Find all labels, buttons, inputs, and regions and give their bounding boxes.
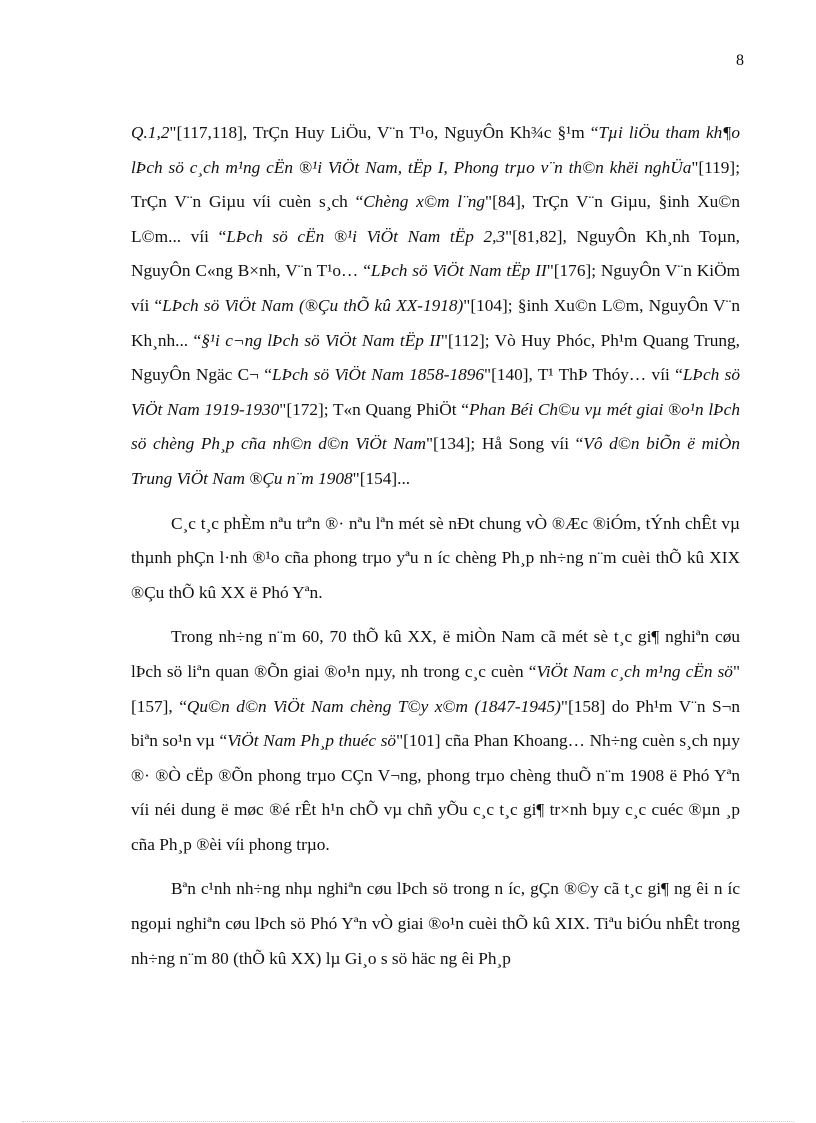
paragraph bbox=[131, 507, 740, 611]
paragraph bbox=[131, 116, 740, 497]
citation-title: Qu©n d©n ViÖt Nam chèng T©y x©m (1847-1945) bbox=[186, 696, 561, 716]
text-run: "[117,118], TrÇn Huy LiÖu, V¨n T¹o, NguyÔn Kh¾c §¹m “ bbox=[169, 123, 599, 142]
text-run: "[81,82], NguyÔn Kh¸nh Toµn, NguyÔn C«ng B×nh, V¨n T¹o… “ bbox=[131, 226, 740, 281]
citation-title: Tµi liÖu tham kh¶o lÞch sö c¸ch m¹ng cËn ®¹i ViÖt Nam, tËp I, Phong trµo v¨n th©n khëi nghÜa bbox=[131, 123, 740, 177]
citation-title: LÞch sö cËn ®¹i ViÖt Nam tËp 2,3 bbox=[226, 226, 506, 246]
text-run: "[112]; Vò Huy Phóc, Ph¹m Quang Trung, NguyÔn Ngäc C¬ “ bbox=[131, 330, 740, 385]
citation-title: Q.1,2 bbox=[131, 123, 170, 142]
citation-title: ViÖt Nam Ph¸p thuéc sö bbox=[227, 731, 397, 751]
text-run: "[104]; §inh Xu©n L©m, NguyÔn V¨n Kh¸nh... “ bbox=[131, 295, 740, 350]
page-number: 8 bbox=[736, 52, 744, 69]
paragraph bbox=[131, 872, 740, 976]
citation-title: LÞch sö ViÖt Nam 1858-1896 bbox=[271, 365, 485, 385]
citation-title: Phan Béi Ch©u vµ mét giai ®o¹n lÞch sö chèng Ph¸p cña nh©n d©n ViÖt Nam bbox=[131, 399, 740, 454]
text-run: C¸c t¸c phÈm nªu trªn ®· nªu lªn mét sè nÐt chung vÒ ®Æc ®iÓm, tÝnh chÊt vµ thµnh phÇn l·nh ®¹o cña phong trµo yªu n íc chèng Ph¸p nh÷ng n¨m cuèi thÕ kû XIX ®Çu thÕ kû XX ë Phó Yªn. bbox=[131, 513, 740, 602]
text-run: Trong nh÷ng n¨m 60, 70 thÕ kû XX, ë miÒn Nam cã mét sè t¸c gi¶ nghiªn cøu lÞch sö liªn quan ®Õn giai ®o¹n nµy, nh trong c¸c cuèn “ bbox=[131, 627, 740, 681]
text-run: "[154]... bbox=[352, 468, 411, 488]
text-run: "[140], T¹ ThÞ Thóy… víi “ bbox=[484, 365, 683, 385]
document-body bbox=[131, 116, 740, 976]
text-run: "[101] cña Phan Khoang… Nh÷ng cuèn s¸ch nµy ®· ®Ò cËp ®Õn phong trµo CÇn V¬ng, phong trµo chèng thuÕ n¨m 1908 ë Phó Yªn víi néi dung ë møc ®é rÊt h¹n chÕ vµ chñ yÕu c¸c t¸c gi¶ tr×nh bµy c¸c cuéc ®µn ¸p cña Ph¸p ®èi víi phong trµo. bbox=[131, 731, 740, 854]
text-run: "[157], “ bbox=[131, 661, 740, 716]
citation-title: Vô d©n biÕn ë miÒn Trung ViÖt Nam ®Çu n¨m 1908 bbox=[131, 434, 740, 488]
text-run: Bªn c¹nh nh÷ng nhµ nghiªn cøu lÞch sö trong n íc, gÇn ®©y cã t¸c gi¶ ng êi n íc ngoµi nghiªn cøu lÞch sö Phó Yªn vÒ giai ®o¹n cuèi thÕ kû XIX. Tiªu biÓu nhÊt trong nh÷ng n¨m 80 (thÕ kû XX) lµ Gi¸o s sö häc ng êi Ph¸p bbox=[131, 879, 740, 968]
citation-title: ViÖt Nam c¸ch m¹ng cËn sö bbox=[536, 661, 733, 681]
citation-title: LÞch sö ViÖt Nam tËp II bbox=[370, 261, 547, 281]
text-run: "[176]; NguyÔn V¨n KiÖm víi “ bbox=[131, 261, 740, 315]
text-run: "[134]; Hå Song víi “ bbox=[425, 434, 584, 454]
page-bottom-divider bbox=[22, 1121, 794, 1122]
text-run: "[119]; TrÇn V¨n Giµu víi cuèn s¸ch “ bbox=[131, 157, 740, 212]
text-run: "[158] do Ph¹m V¨n S¬n biªn so¹n vµ “ bbox=[131, 696, 740, 751]
citation-title: §¹i c¬ng lÞch sö ViÖt Nam tËp II bbox=[201, 330, 441, 350]
text-run: "[172]; T«n Quang PhiÖt “ bbox=[279, 399, 469, 419]
text-run: "[84], TrÇn V¨n Giµu, §inh Xu©n L©m... víi “ bbox=[131, 192, 740, 246]
citation-title: LÞch sö ViÖt Nam (®Çu thÕ kû XX-1918) bbox=[162, 295, 464, 315]
citation-title: Chèng x©m l¨ng bbox=[363, 192, 486, 212]
citation-title: LÞch sö ViÖt Nam 1919-1930 bbox=[131, 365, 740, 419]
paragraph bbox=[131, 620, 740, 862]
